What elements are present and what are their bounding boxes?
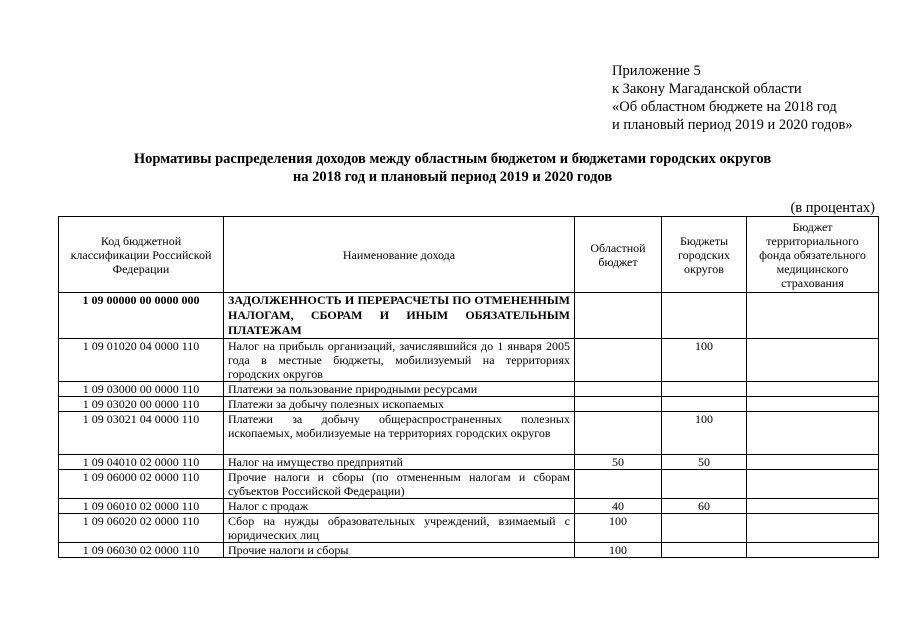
cell-code: 1 09 00000 00 0000 000	[59, 293, 224, 339]
cell-name: Прочие налоги и сборы (по отмененным налогам и сборам субъектов Российской Федерации)	[224, 470, 575, 499]
cell-fund	[747, 412, 879, 455]
cell-name: Налог на имущество предприятий	[224, 455, 575, 470]
cell-city	[662, 397, 747, 412]
appendix-block	[612, 62, 853, 134]
cell-code: 1 09 06020 02 0000 110	[59, 514, 224, 543]
cell-name: Платежи за добычу полезных ископаемых	[224, 397, 575, 412]
cell-code: 1 09 06030 02 0000 110	[59, 543, 224, 558]
cell-name: Налог с продаж	[224, 499, 575, 514]
cell-name: Платежи за добычу общераспространенных полезных ископаемых, мобилизуемые на территориях городских округов	[224, 412, 575, 455]
cell-city	[662, 543, 747, 558]
header-code: Код бюджетной классификации Российской Федерации	[59, 217, 224, 293]
units-note: (в процентах)	[790, 200, 875, 216]
header-fund: Бюджет территориального фонда обязательного медицинского страхования	[747, 217, 879, 293]
table-row	[59, 470, 879, 499]
header-regional: Областной бюджет	[575, 217, 662, 293]
cell-code: 1 09 06010 02 0000 110	[59, 499, 224, 514]
table-row	[59, 339, 879, 382]
cell-city: 50	[662, 455, 747, 470]
table-row	[59, 397, 879, 412]
header-name: Наименование дохода	[224, 217, 575, 293]
cell-city: 100	[662, 339, 747, 382]
table-row	[59, 499, 879, 514]
table-row	[59, 514, 879, 543]
cell-fund	[747, 514, 879, 543]
header-city: Бюджеты городских округов	[662, 217, 747, 293]
table-row	[59, 455, 879, 470]
cell-regional: 100	[575, 514, 662, 543]
cell-regional: 50	[575, 455, 662, 470]
cell-fund	[747, 470, 879, 499]
cell-fund	[747, 499, 879, 514]
cell-city: 60	[662, 499, 747, 514]
cell-regional	[575, 339, 662, 382]
cell-city	[662, 293, 747, 339]
cell-regional	[575, 470, 662, 499]
cell-fund	[747, 293, 879, 339]
table-row	[59, 382, 879, 397]
revenue-table	[58, 216, 879, 558]
table-row	[59, 412, 879, 455]
cell-city	[662, 514, 747, 543]
appendix-line: к Закону Магаданской области	[612, 81, 802, 97]
document-title	[0, 150, 905, 186]
cell-regional: 100	[575, 543, 662, 558]
cell-fund	[747, 543, 879, 558]
cell-fund	[747, 455, 879, 470]
cell-name: Налог на прибыль организаций, зачислявшийся до 1 января 2005 года в местные бюджеты, мобилизуемый на территориях городских округов	[224, 339, 575, 382]
cell-code: 1 09 03020 00 0000 110	[59, 397, 224, 412]
cell-name: Прочие налоги и сборы	[224, 543, 575, 558]
cell-city	[662, 382, 747, 397]
cell-fund	[747, 339, 879, 382]
cell-city: 100	[662, 412, 747, 455]
cell-name: Платежи за пользование природными ресурсами	[224, 382, 575, 397]
title-line-2: на 2018 год и плановый период 2019 и 2020 годов	[292, 169, 613, 185]
table-row	[59, 543, 879, 558]
appendix-line: и плановый период 2019 и 2020 годов»	[612, 117, 853, 133]
cell-name: Сбор на нужды образовательных учреждений, взимаемый с юридических лиц	[224, 514, 575, 543]
cell-name: ЗАДОЛЖЕННОСТЬ И ПЕРЕРАСЧЕТЫ ПО ОТМЕНЕННЫМ НАЛОГАМ, СБОРАМ И ИНЫМ ОБЯЗАТЕЛЬНЫМ ПЛАТЕЖАМ	[224, 293, 575, 339]
cell-code: 1 09 03000 00 0000 110	[59, 382, 224, 397]
appendix-line: Приложение 5	[612, 63, 701, 79]
cell-fund	[747, 382, 879, 397]
appendix-line: «Об областном бюджете на 2018 год	[612, 99, 837, 115]
table-header-row	[59, 217, 879, 293]
title-line-1: Нормативы распределения доходов между областным бюджетом и бюджетами городских округов	[133, 151, 772, 167]
cell-code: 1 09 01020 04 0000 110	[59, 339, 224, 382]
cell-regional: 40	[575, 499, 662, 514]
cell-regional	[575, 293, 662, 339]
cell-regional	[575, 412, 662, 455]
cell-code: 1 09 03021 04 0000 110	[59, 412, 224, 455]
table-row	[59, 293, 879, 339]
cell-city	[662, 470, 747, 499]
cell-code: 1 09 04010 02 0000 110	[59, 455, 224, 470]
cell-regional	[575, 397, 662, 412]
cell-code: 1 09 06000 02 0000 110	[59, 470, 224, 499]
cell-fund	[747, 397, 879, 412]
cell-regional	[575, 382, 662, 397]
